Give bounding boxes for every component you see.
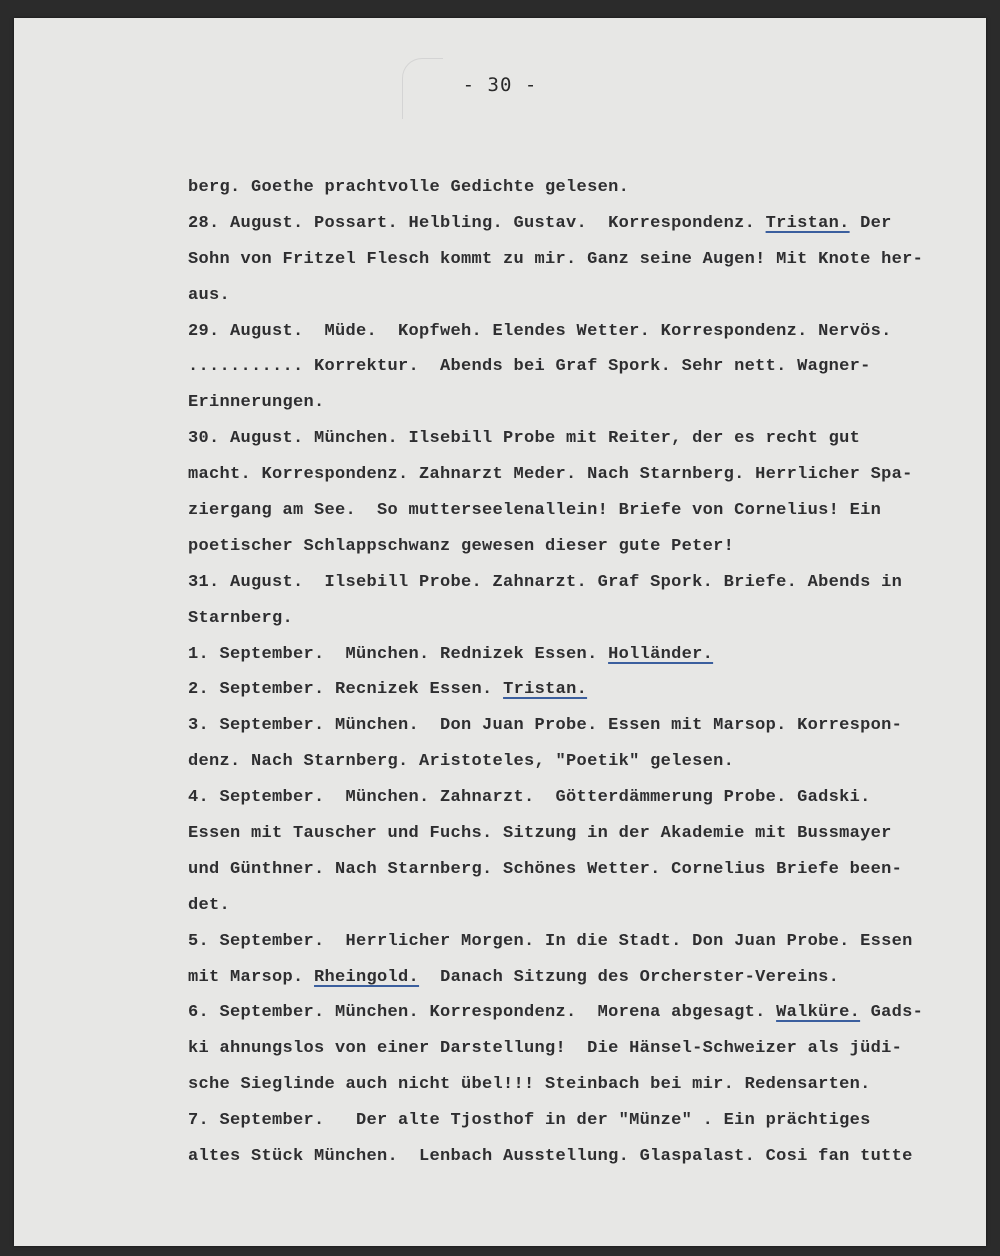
text-line xyxy=(188,1067,978,1103)
text-segment: denz. Nach Starnberg. Aristoteles, "Poetik" gelesen. xyxy=(188,752,735,772)
text-segment: macht. Korrespondenz. Zahnarzt Meder. Nach Starnberg. Herrlicher Spa- xyxy=(188,465,913,485)
text-segment: aus. xyxy=(188,285,231,305)
text-line xyxy=(188,852,978,888)
text-segment: 4. September. München. Zahnarzt. Götterdämmerung Probe. Gadski. xyxy=(188,788,871,808)
text-segment: det. xyxy=(188,895,231,915)
diary-text xyxy=(188,170,978,1175)
text-segment: 3. September. München. Don Juan Probe. Essen mit Marsop. Korrespon- xyxy=(188,716,903,736)
text-line xyxy=(188,242,978,278)
text-segment: 1. September. München. Rednizek Essen. xyxy=(188,644,609,664)
text-segment: Sohn von Fritzel Flesch kommt zu mir. Ganz seine Augen! Mit Knote her- xyxy=(188,249,924,269)
text-segment: ki ahnungslos von einer Darstellung! Die Hänsel-Schweizer als jüdi- xyxy=(188,1039,903,1059)
text-line xyxy=(188,816,978,852)
text-line xyxy=(188,1103,978,1139)
text-segment: 6. September. München. Korrespondenz. Morena abgesagt. xyxy=(188,1003,777,1023)
text-line xyxy=(188,672,978,708)
text-segment: Danach Sitzung des Orcherster-Vereins. xyxy=(419,967,840,987)
text-segment: altes Stück München. Lenbach Ausstellung. Glaspalast. Cosi fan tutte xyxy=(188,1147,913,1167)
text-line xyxy=(188,960,978,996)
underlined-title: Rheingold. xyxy=(314,967,420,987)
text-line xyxy=(188,529,978,565)
text-segment: Essen mit Tauscher und Fuchs. Sitzung in der Akademie mit Bussmayer xyxy=(188,824,892,844)
page-number: - 30 - xyxy=(462,74,538,96)
underlined-title: Walküre. xyxy=(776,1003,861,1023)
text-segment: ziergang am See. So mutterseelenallein! Briefe von Cornelius! Ein xyxy=(188,501,882,521)
text-segment: 31. August. Ilsebill Probe. Zahnarzt. Graf Spork. Briefe. Abends in xyxy=(188,572,903,592)
text-segment: 29. August. Müde. Kopfweh. Elendes Wetter. Korrespondenz. Nervös. xyxy=(188,321,892,341)
text-segment: berg. Goethe prachtvolle Gedichte gelesen. xyxy=(188,178,630,197)
text-line xyxy=(188,888,978,924)
text-segment: Erinnerungen. xyxy=(188,393,325,413)
text-line xyxy=(188,1031,978,1067)
text-segment: sche Sieglinde auch nicht übel!!! Steinbach bei mir. Redensarten. xyxy=(188,1075,871,1095)
text-line xyxy=(188,995,978,1031)
underlined-title: Holländer. xyxy=(608,644,714,664)
text-line xyxy=(188,637,978,673)
text-line xyxy=(188,170,978,206)
text-segment: 2. September. Recnizek Essen. xyxy=(188,680,504,700)
text-line xyxy=(188,601,978,637)
text-segment: ........... Korrektur. Abends bei Graf Spork. Sehr nett. Wagner- xyxy=(188,357,871,377)
text-line xyxy=(188,493,978,529)
underlined-title: Tristan. xyxy=(503,680,588,700)
text-segment: und Günthner. Nach Starnberg. Schönes Wetter. Cornelius Briefe been- xyxy=(188,859,903,879)
text-segment: 5. September. Herrlicher Morgen. In die Stadt. Don Juan Probe. Essen xyxy=(188,931,913,951)
text-segment: mit Marsop. xyxy=(188,967,315,987)
text-line xyxy=(188,206,978,242)
text-line xyxy=(188,421,978,457)
text-line xyxy=(188,708,978,744)
text-segment: Gads- xyxy=(860,1003,924,1023)
underlined-title: Tristan. xyxy=(765,213,850,233)
text-line xyxy=(188,349,978,385)
text-line xyxy=(188,924,978,960)
text-line xyxy=(188,1139,978,1175)
text-line xyxy=(188,780,978,816)
text-line xyxy=(188,385,978,421)
document-page xyxy=(14,18,986,1246)
text-segment: 28. August. Possart. Helbling. Gustav. Korrespondenz. xyxy=(188,213,766,233)
text-segment: poetischer Schlappschwanz gewesen dieser gute Peter! xyxy=(188,536,735,556)
text-line xyxy=(188,314,978,350)
text-line xyxy=(188,457,978,493)
text-line xyxy=(188,744,978,780)
text-line xyxy=(188,278,978,314)
text-segment: Starnberg. xyxy=(188,608,294,628)
text-line xyxy=(188,565,978,601)
text-segment: Der xyxy=(849,213,892,233)
text-segment: 7. September. Der alte Tjosthof in der "Münze" . Ein prächtiges xyxy=(188,1111,871,1131)
text-segment: 30. August. München. Ilsebill Probe mit Reiter, der es recht gut xyxy=(188,429,861,449)
